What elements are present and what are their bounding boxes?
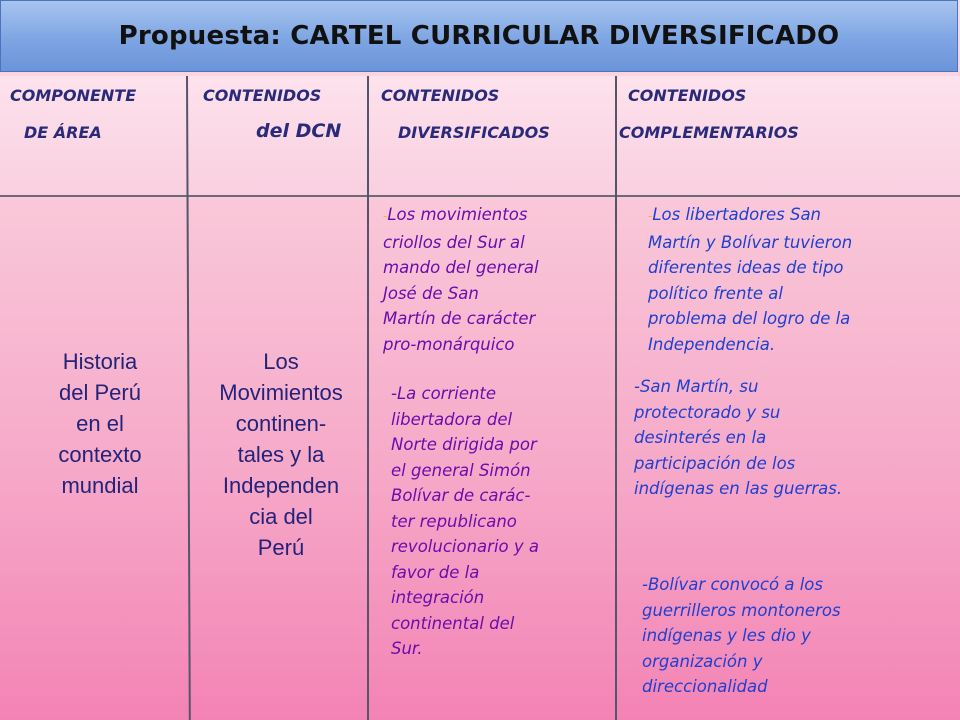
componente-line: mundial [61,473,139,498]
dcn-line: Perú [257,535,305,560]
diversificado-line: favor de la [391,562,480,582]
diversificado-line: mando del general [383,258,539,277]
complementario-line: -San Martín, su [634,377,759,396]
diversificado-line: Sur. [391,639,423,658]
complementario-line: político frente al [648,283,783,303]
dcn-line: tales y la [237,442,325,467]
complementario-item-2 [634,374,842,502]
header-dcn: del DCN [256,120,342,142]
header-contenidos-comp: CONTENIDOS [628,86,747,105]
dcn-line: continen- [235,411,327,436]
complementario-line: guerrilleros montoneros [642,600,841,620]
complementario-line: participación de los [634,453,796,473]
header-componente: COMPONENTE [10,86,137,105]
bullet-marker: - [648,209,653,223]
complementario-line: -Los libertadores San [648,205,822,224]
diversificado-line: integración [391,588,485,607]
dcn-line: Movimientos [219,380,343,405]
diversificado-line: Bolívar de carác- [391,486,531,505]
complementario-line: Independencia. [648,334,776,354]
complementario-line: problema del logro de la [648,309,851,328]
dcn-cell [196,346,366,563]
diversificado-item-2 [391,381,539,662]
diversificado-line: el general Simón [391,460,531,480]
complementario-line: Martín y Bolívar tuvieron [648,232,853,252]
diversificado-line: revolucionario y a [391,537,539,556]
diversificado-line: continental del [391,613,515,633]
complementario-line: protectorado y su [634,402,781,422]
componente-line: en el [76,411,124,436]
column-divider-2 [367,76,369,720]
complementario-line: diferentes ideas de tipo [648,258,844,277]
header-area: DE ÁREA [24,123,102,142]
header-diversificados: DIVERSIFICADOS [398,123,550,142]
componente-line: contexto [58,442,142,467]
diversificado-line: pro-monárquico [383,334,515,354]
diversificado-line: -Los movimientos [383,205,528,224]
page-title: Propuesta: CARTEL CURRICULAR DIVERSIFICADO [118,21,840,51]
diversificado-line: ter republicano [391,511,517,531]
diversificado-line: José de San [383,283,479,303]
complementario-line: organización y [642,651,763,671]
complementario-line: -Bolívar convocó a los [642,575,823,594]
componente-line: Historia [62,349,138,374]
diversificado-line: Martín de carácter [383,309,536,328]
diversificado-line: Norte dirigida por [391,435,537,454]
complementario-line: direccionalidad [642,677,768,696]
complementario-line: indígenas y les dio y [642,626,811,645]
dcn-line: Independen [222,473,340,498]
complementario-item-3 [642,572,841,700]
header-contenidos-dcn: CONTENIDOS [203,86,322,105]
complementario-item-1 [648,202,852,357]
column-divider-3 [615,76,617,720]
header-complementarios: COMPLEMENTARIOS [619,123,799,142]
diversificado-line: libertadora del [391,409,513,429]
dcn-line: Los [263,349,299,374]
diversificado-line: -La corriente [391,384,497,403]
componente-line: del Perú [59,380,141,405]
bullet-marker: - [383,209,388,223]
title-bar [0,0,958,72]
header-divider [0,195,960,197]
diversificado-line: criollos del Sur al [383,232,525,252]
dcn-line: cia del [249,504,313,529]
complementario-line: desinterés en la [634,428,767,447]
diversificado-item-1 [383,202,539,357]
complementario-line: indígenas en las guerras. [634,479,843,498]
componente-cell [20,346,180,501]
header-contenidos-div: CONTENIDOS [381,86,500,105]
